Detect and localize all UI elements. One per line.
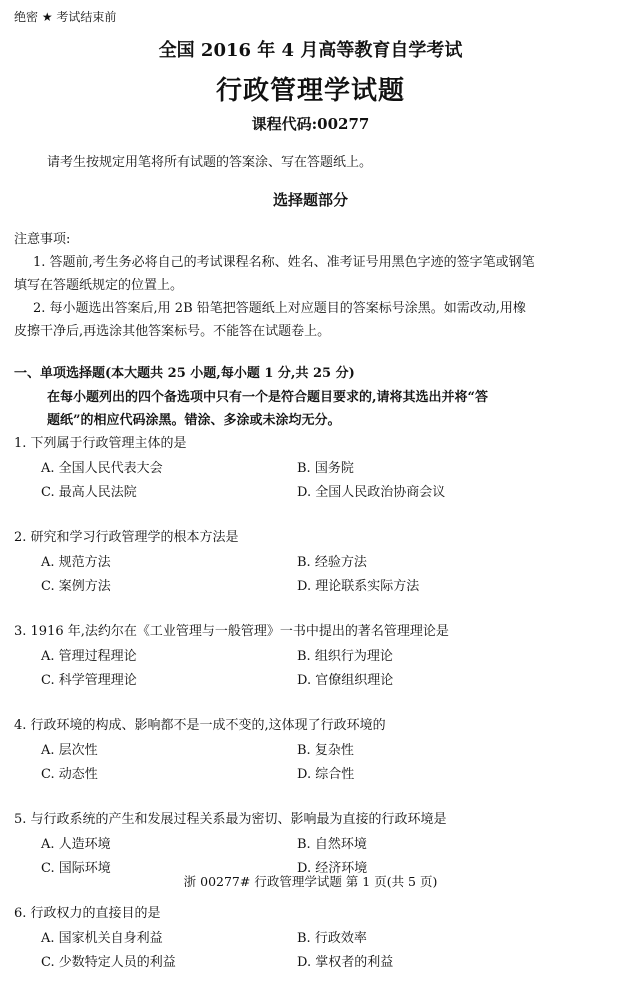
answer-option: C. 最高人民法院	[41, 485, 137, 500]
answer-instruction: 请考生按规定用笔将所有试题的答案涂、写在答题纸上。	[47, 155, 373, 170]
question-stem: 4. 行政环境的构成、影响都不是一成不变的,这体现了行政环境的	[14, 718, 386, 733]
part1-desc-line-1: 在每小题列出的四个备选项中只有一个是符合题目要求的,请将其选出并将“答	[47, 390, 489, 405]
answer-option: A. 人造环境	[41, 837, 111, 852]
answer-option: C. 案例方法	[41, 579, 111, 594]
exam-header: 全国 2016 年 4 月高等教育自学考试	[158, 40, 463, 61]
answer-option: D. 掌权者的利益	[297, 955, 394, 970]
question-list	[0, 432, 621, 996]
answer-option: D. 经济环境	[297, 861, 368, 876]
answer-option: A. 层次性	[41, 743, 98, 758]
answer-option: B. 组织行为理论	[297, 649, 393, 664]
note-2-line-1: 2. 每小题选出答案后,用 2B 铅笔把答题纸上对应题目的答案标号涂黑。如需改动,用橡	[33, 301, 526, 316]
question-item	[0, 620, 621, 714]
answer-option: C. 少数特定人员的利益	[41, 955, 176, 970]
question-stem: 1. 下列属于行政管理主体的是	[14, 436, 187, 451]
confidential-note: 绝密 ★ 考试结束前	[14, 10, 117, 24]
question-item	[0, 432, 621, 526]
question-stem: 2. 研究和学习行政管理学的根本方法是	[14, 530, 239, 545]
answer-option: D. 综合性	[297, 767, 355, 782]
note-2-line-2: 皮擦干净后,再选涂其他答案标号。不能答在试题卷上。	[14, 324, 331, 339]
part1-desc-line-2: 题纸”的相应代码涂黑。错涂、多涂或未涂均无分。	[47, 413, 341, 428]
section-title: 选择题部分	[272, 191, 348, 209]
answer-option: D. 全国人民政治协商会议	[297, 485, 446, 500]
answer-option: C. 动态性	[41, 767, 98, 782]
page-title: 行政管理学试题	[215, 76, 405, 106]
answer-option: C. 科学管理理论	[41, 673, 137, 688]
question-stem: 6. 行政权力的直接目的是	[14, 906, 161, 921]
question-item	[0, 526, 621, 620]
answer-option: B. 国务院	[297, 461, 354, 476]
note-1-line-2: 填写在答题纸规定的位置上。	[14, 278, 184, 293]
answer-option: B. 经验方法	[297, 555, 367, 570]
part1-heading: 一、单项选择题(本大题共 25 小题,每小题 1 分,共 25 分)	[14, 366, 355, 381]
answer-option: A. 国家机关自身利益	[41, 931, 163, 946]
question-stem: 3. 1916 年,法约尔在《工业管理与一般管理》一书中提出的著名管理理论是	[14, 624, 449, 639]
answer-option: D. 官僚组织理论	[297, 673, 394, 688]
page-footer: 浙 00277# 行政管理学试题 第 1 页(共 5 页)	[183, 874, 438, 889]
notes-heading: 注意事项:	[14, 232, 71, 247]
question-item	[0, 714, 621, 808]
question-item	[0, 902, 621, 996]
answer-option: C. 国际环境	[41, 861, 111, 876]
answer-option: A. 全国人民代表大会	[41, 461, 163, 476]
question-stem: 5. 与行政系统的产生和发展过程关系最为密切、影响最为直接的行政环境是	[14, 812, 447, 827]
answer-option: D. 理论联系实际方法	[297, 579, 420, 594]
course-code: 课程代码:00277	[251, 115, 370, 133]
answer-option: A. 管理过程理论	[41, 649, 137, 664]
answer-option: B. 复杂性	[297, 743, 354, 758]
answer-option: B. 行政效率	[297, 931, 367, 946]
answer-option: A. 规范方法	[41, 555, 111, 570]
note-1-line-1: 1. 答题前,考生务必将自己的考试课程名称、姓名、准考证号用黑色字迹的签字笔或钢笔	[33, 255, 535, 270]
answer-option: B. 自然环境	[297, 837, 367, 852]
